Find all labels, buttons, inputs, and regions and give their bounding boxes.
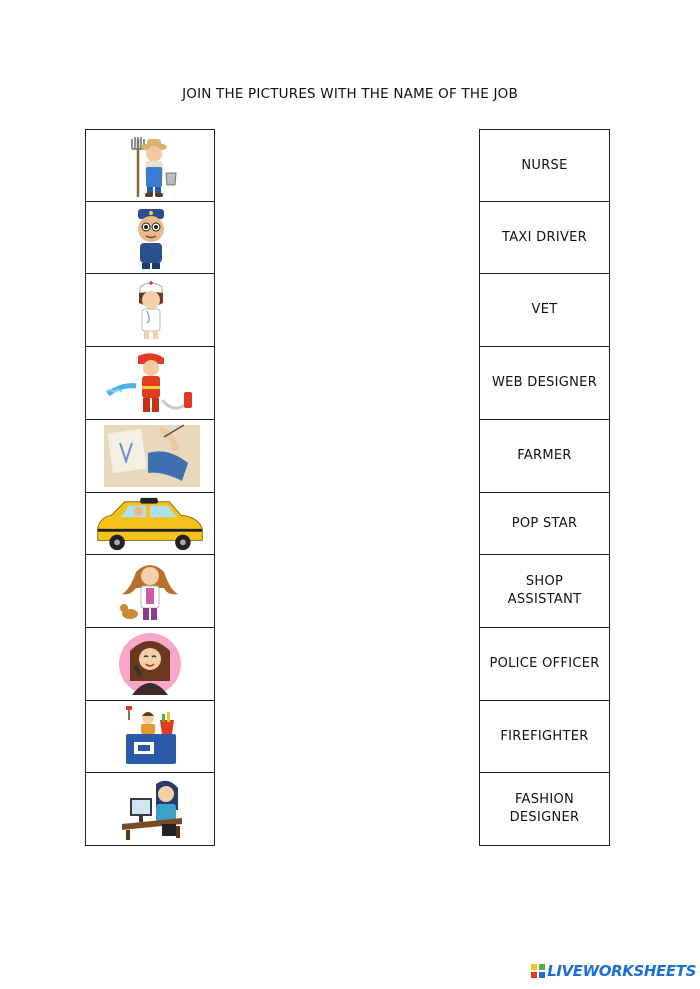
nurse-icon [90, 277, 210, 343]
job-cell-8[interactable] [479, 628, 610, 701]
logo-text: LIVEWORKSHEETS [547, 962, 696, 980]
liveworksheets-logo [531, 962, 696, 980]
job-label-line1: SHOP [525, 574, 564, 589]
job-label-line1: NURSE [521, 157, 568, 173]
picture-cell-1[interactable] [85, 129, 215, 202]
job-label-line1: POLICE OFFICER [489, 656, 600, 671]
job-label-line1: TAXI DRIVER [501, 229, 587, 245]
job-label-line1: VET [531, 302, 558, 317]
job-label-line1: FASHION [514, 792, 575, 807]
job-name-column [479, 129, 610, 846]
job-label-line1: POP STAR [511, 515, 578, 531]
web-designer-icon [90, 776, 210, 842]
job-cell-1[interactable] [479, 129, 610, 202]
picture-cell-7[interactable] [85, 555, 215, 628]
job-label-line1: WEB DESIGNER [491, 375, 598, 390]
job-label-line1: FARMER [517, 448, 572, 463]
job-cell-7[interactable] [479, 555, 610, 628]
job-label-line1: FIREFIGHTER [500, 728, 589, 744]
job-label-line2: DESIGNER [509, 810, 580, 825]
picture-cell-4[interactable] [85, 347, 215, 420]
picture-cell-5[interactable] [85, 420, 215, 493]
picture-cell-9[interactable] [85, 701, 215, 773]
job-cell-10[interactable] [479, 773, 610, 846]
shop-assistant-icon [90, 704, 210, 770]
job-cell-5[interactable] [479, 420, 610, 493]
job-cell-9[interactable] [479, 701, 610, 773]
taxi-driver-icon [90, 494, 210, 554]
picture-column [85, 129, 215, 846]
vet-icon [90, 558, 210, 624]
picture-cell-2[interactable] [85, 202, 215, 274]
fashion-designer-icon [90, 423, 210, 489]
picture-cell-3[interactable] [85, 274, 215, 347]
police-officer-icon [90, 205, 210, 271]
picture-cell-6[interactable] [85, 493, 215, 555]
picture-cell-10[interactable] [85, 773, 215, 846]
firefighter-icon [90, 350, 210, 416]
job-cell-2[interactable] [479, 202, 610, 274]
picture-cell-8[interactable] [85, 628, 215, 701]
pop-star-icon [90, 631, 210, 697]
worksheet-title: JOIN THE PICTURES WITH THE NAME OF THE JOB [182, 86, 518, 102]
job-cell-4[interactable] [479, 347, 610, 420]
liveworksheets-logo-icon [531, 964, 545, 978]
farmer-icon [90, 133, 210, 199]
job-cell-3[interactable] [479, 274, 610, 347]
job-cell-6[interactable] [479, 493, 610, 555]
job-label-line2: ASSISTANT [507, 592, 582, 607]
